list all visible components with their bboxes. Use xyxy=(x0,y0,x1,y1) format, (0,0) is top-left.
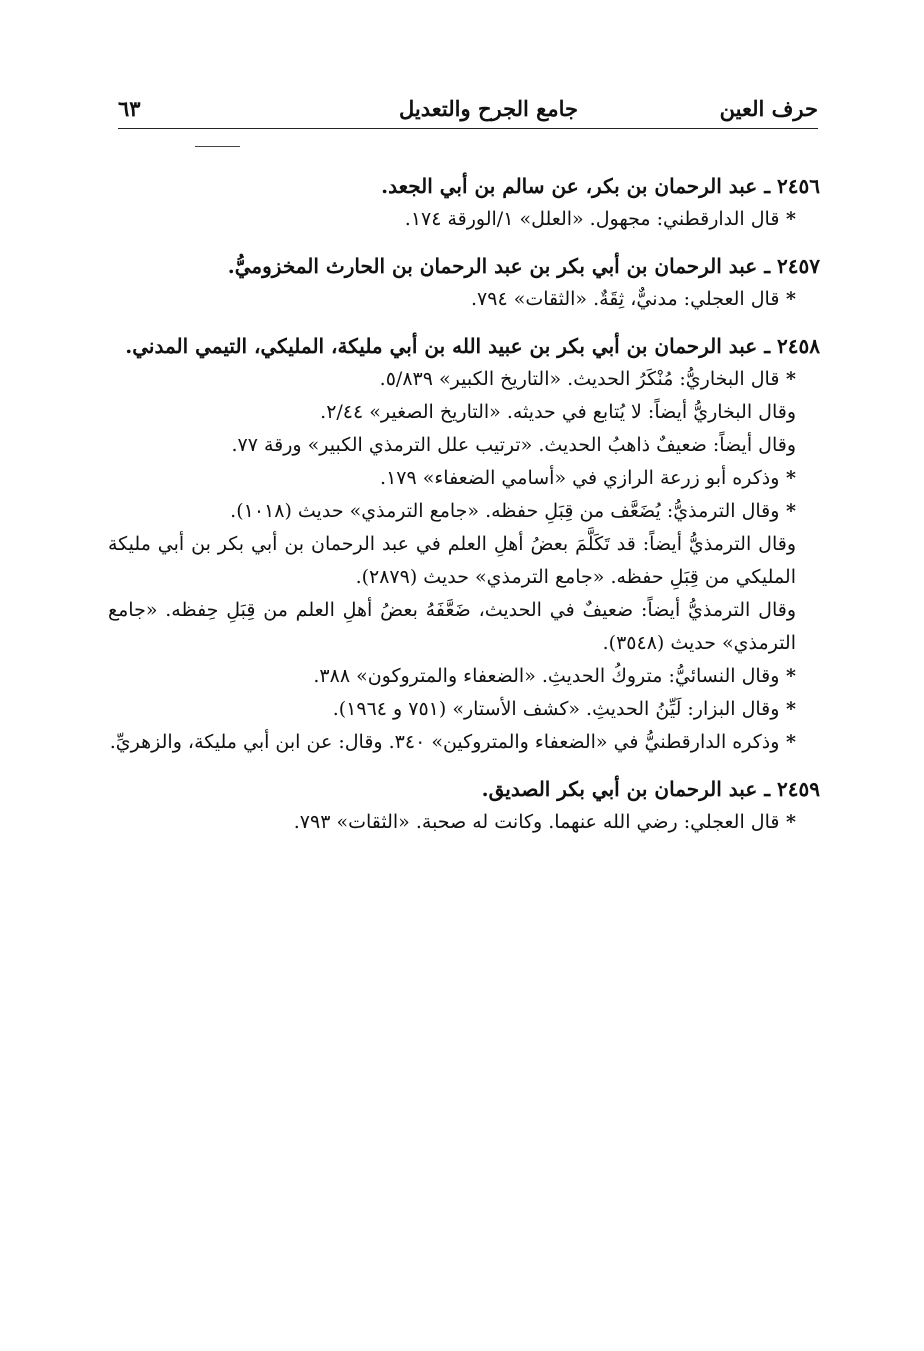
citation-text: قال الدارقطني: مجهول. «العلل» ١/الورقة ١٧٤. xyxy=(404,208,780,230)
citation-text: وقال النسائيُّ: متروكُ الحديثِ. «الضعفاء والمتروكون» ٣٨٨. xyxy=(313,665,780,687)
entry-citation xyxy=(108,363,820,396)
citation-text: وذكره الدارقطنيُّ في «الضعفاء والمتروكين» ٣٤٠. وقال: عن ابن أبي مليكة، والزهريِّ. xyxy=(109,731,780,753)
entry-citation xyxy=(108,693,820,726)
citation-text: وقال الترمذيُّ أيضاً: ضعيفٌ في الحديث، ضَعَّفَهُ بعضُ أهلِ العلم من قِبَلِ حِفظه. «جامع الترمذي» حديث (٣٥٤٨). xyxy=(108,599,796,654)
asterisk-marker-icon: * xyxy=(779,467,796,489)
entry-citation xyxy=(108,726,820,759)
citation-text: وقال البخاريُّ أيضاً: لا يُتابع في حديثه. «التاريخ الصغير» ٢/٤٤. xyxy=(320,401,796,423)
book-title: جامع الجرح والتعديل xyxy=(399,96,578,121)
entry-citation xyxy=(108,283,820,316)
biography-entry xyxy=(108,773,820,839)
page-number: ٦٣ xyxy=(118,96,141,121)
entry-citation xyxy=(108,462,820,495)
asterisk-marker-icon: * xyxy=(779,811,796,833)
entry-citation xyxy=(108,203,820,236)
entry-heading: ٢٤٥٨ ـ عبد الرحمان بن أبي بكر بن عبيد الله بن أبي مليكة، المليكي، التيمي المدني. xyxy=(125,334,820,358)
biography-entry xyxy=(108,170,820,236)
citation-text: قال العجلي: رضي الله عنهما. وكانت له صحبة. «الثقات» ٧٩٣. xyxy=(293,811,780,833)
header-dash xyxy=(195,146,240,147)
page-header xyxy=(118,94,818,134)
citation-text: وقال الترمذيُّ: يُضَعَّف من قِبَلِ حفظه. «جامع الترمذي» حديث (١٠١٨). xyxy=(230,500,780,522)
asterisk-marker-icon: * xyxy=(779,665,796,687)
entry-citation xyxy=(108,806,820,839)
asterisk-marker-icon: * xyxy=(779,698,796,720)
entry-citation xyxy=(108,495,820,528)
entry-citation xyxy=(108,528,820,594)
citation-text: وقال أيضاً: ضعيفٌ ذاهبُ الحديث. «ترتيب علل الترمذي الكبير» ورقة ٧٧. xyxy=(231,434,796,456)
asterisk-marker-icon: * xyxy=(779,368,796,390)
asterisk-marker-icon: * xyxy=(779,500,796,522)
header-rule xyxy=(118,128,818,129)
chapter-title: حرف العين xyxy=(719,96,818,121)
citation-text: قال العجلي: مدنيٌّ، ثِقَةٌ. «الثقات» ٧٩٤. xyxy=(470,288,780,310)
entry-heading: ٢٤٥٦ ـ عبد الرحمان بن بكر، عن سالم بن أبي الجعد. xyxy=(381,174,820,198)
entry-citation xyxy=(108,429,820,462)
asterisk-marker-icon: * xyxy=(779,208,796,230)
biography-entry xyxy=(108,330,820,759)
page-body xyxy=(108,170,820,853)
citation-text: وذكره أبو زرعة الرازي في «أسامي الضعفاء» ١٧٩. xyxy=(380,467,780,489)
entry-citation xyxy=(108,396,820,429)
entry-citation xyxy=(108,594,820,660)
entry-heading: ٢٤٥٩ ـ عبد الرحمان بن أبي بكر الصديق. xyxy=(481,777,820,801)
biography-entry xyxy=(108,250,820,316)
entry-citation xyxy=(108,660,820,693)
citation-text: وقال الترمذيُّ أيضاً: قد تَكَلَّمَ بعضُ أهلِ العلم في عبد الرحمان بن أبي بكر بن أبي مليكة المليكي من قِبَلِ حفظه. «جامع الترمذي» حديث (٢٨٧٩). xyxy=(108,533,796,588)
citation-text: قال البخاريُّ: مُنْكَرُ الحديث. «التاريخ الكبير» ٥/٨٣٩. xyxy=(379,368,780,390)
asterisk-marker-icon: * xyxy=(779,288,796,310)
citation-text: وقال البزار: لَيِّنُ الحديثِ. «كشف الأستار» (٧٥١ و ١٩٦٤). xyxy=(332,698,780,720)
entry-heading: ٢٤٥٧ ـ عبد الرحمان بن أبي بكر بن عبد الرحمان بن الحارث المخزوميُّ. xyxy=(227,254,820,278)
asterisk-marker-icon: * xyxy=(779,731,796,753)
